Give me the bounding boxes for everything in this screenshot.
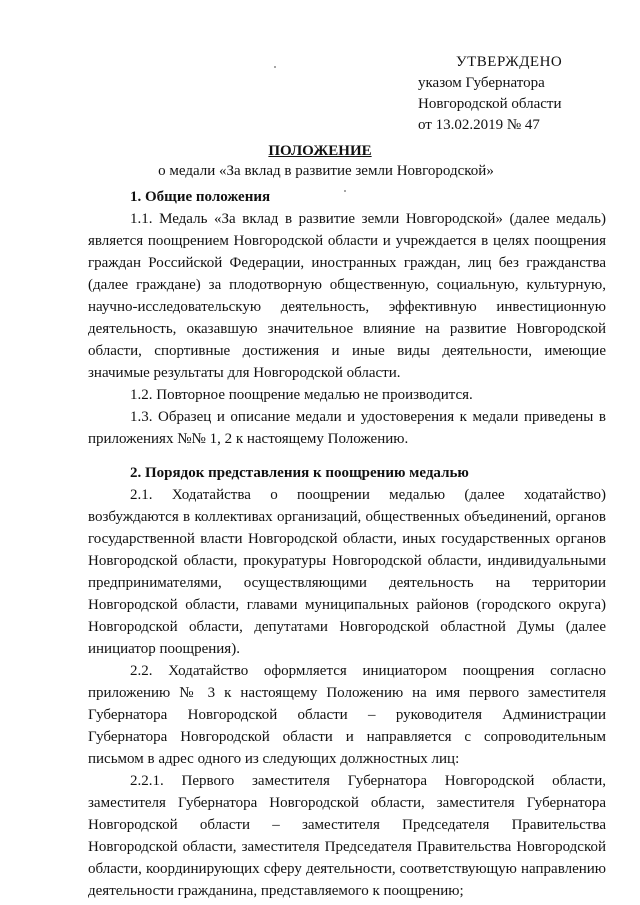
scan-speck <box>274 66 276 68</box>
approval-line: указом Губернатора <box>418 75 545 91</box>
paragraph: 1.3. Образец и описание медали и удостоверения к медали приведены в приложениях №№ 1, 2 к настоящему Положению. <box>88 409 606 447</box>
paragraph: 1.1. Медаль «За вклад в развитие земли Новгородской» (далее медаль) является поощрением Новгородской области и учреждается в целях поощрения граждан Российской Федерации, иностранных граждан, лиц без гражданства (далее граждане) за плодотворную общественную, социальную, культурную, научно-исследовательскую деятельность, эффективную инвестиционную деятельность, оказавшую значительное влияние на развитие Новгородской области, спортивные достижения и иные виды деятельности, имеющие значимые результаты для Новгородской области. <box>88 211 606 381</box>
paragraph: 2.1. Ходатайства о поощрении медалью (далее ходатайство) возбуждаются в коллективах организаций, общественных объединений, органов государственной власти Новгородской области, иных государственных органов Новгородской области, прокуратуры Новгородской области, индивидуальными предпринимателями, осуществляющими деятельность на территории Новгородской области, главами муниципальных районов (городского округа) Новгородской области, депутатами Новгородской областной Думы (далее инициатор поощрения). <box>88 487 606 657</box>
approval-date-number: от 13.02.2019 № 47 <box>418 117 540 133</box>
document-title: ПОЛОЖЕНИЕ <box>268 143 372 159</box>
approval-stamp: УТВЕРЖДЕНО <box>456 54 563 70</box>
section-heading: 1. Общие положения <box>130 189 271 205</box>
paragraph: 2.2.1. Первого заместителя Губернатора Новгородской области, заместителя Губернатора Новгородской области, заместителя Губернатора Новгородской области – заместителя Председателя Правительства Новгородской области, заместителя Председателя Правительства Новгородской области, координирующих сферу деятельности, соответствующую направлению деятельности гражданина, представляемого к поощрению; <box>88 773 606 899</box>
document-subtitle: о медали «За вклад в развитие земли Новгородской» <box>158 163 494 179</box>
paragraph: 2.2. Ходатайство оформляется инициатором поощрения согласно приложению № 3 к настоящему Положению на имя первого заместителя Губернатора Новгородской области – руководителя Администрации Губернатора Новгородской области и направляется с сопроводительным письмом в адрес одного из следующих должностных лиц: <box>88 663 606 767</box>
approval-block <box>418 52 628 136</box>
document-body <box>88 186 606 902</box>
approval-line: Новгородской области <box>418 96 562 112</box>
section-heading: 2. Порядок представления к поощрению медалью <box>130 465 469 481</box>
paragraph: 1.2. Повторное поощрение медалью не производится. <box>130 387 473 403</box>
